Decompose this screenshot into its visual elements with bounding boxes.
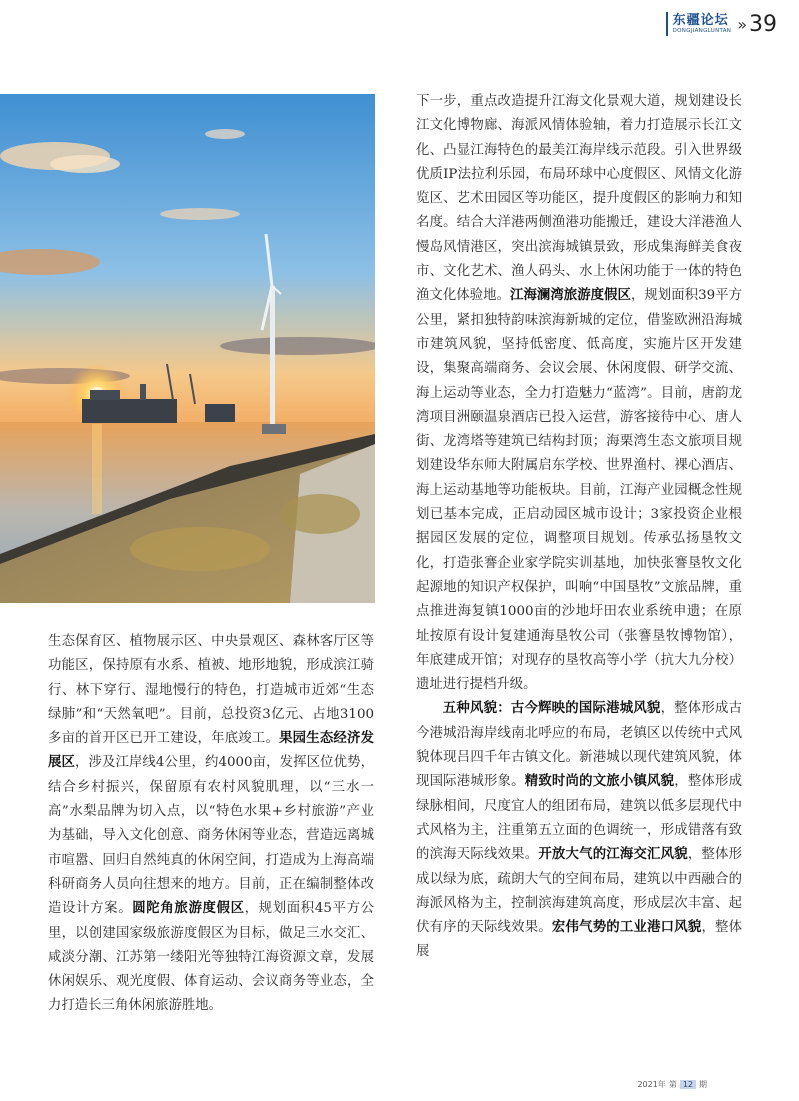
section-heading-town-style: 精致时尚的文旅小镇风貌 [524, 774, 675, 790]
footer-issue: 12 [680, 1080, 696, 1089]
footer-qi: 期 [699, 1080, 707, 1089]
section-heading-jianghai-bay: 江海澜湾旅游度假区 [510, 288, 631, 304]
header-divider [666, 12, 668, 36]
paragraph [416, 90, 742, 697]
page-footer [637, 1079, 707, 1090]
text-run: ，整体形成古今港城沿海岸线南北呼应的布局，老镇区以传统中式风貌体现吕四千年古镇文化。新港城以现代建筑风貌，体现国际港城形象。 [416, 701, 743, 790]
text-run: ，规划面积39平方公里，紧扣独特韵味滨海新城的定位，借鉴欧洲沿海城市建筑风貌，坚持低密度、低高度，实施片区开发建设，集聚高端商务、会议会展、休闲度假、研学交流、海上运动等业态，全力打造魅力“蓝湾”。目前，唐韵龙湾项目洲颐温泉酒店已投入运营，游客接待中心、唐人街、龙湾塔等建筑已结构封顶；海栗湾生态文旅项目规划建设华东师大附属启东学校、世界渔村、裸心酒店、海上运动基地等功能板块。目前，江海产业园概念性规划已基本完成，正启动园区城市设计；3家投资企业根据园区发展的定位，调整项目规划。传承弘扬垦牧文化，打造张謇企业家学院实训基地，加快张謇垦牧文化起源地的知识产权保护，叫响“中国垦牧”文旅品牌，重点推进海复镇1000亩的沙地圩田农业系统申遗；在原址按原有设计复建通海垦牧公司（张謇垦牧博物馆），年底建成开馆；对现存的垦牧高等小学（抗大九分校）遗址进行提档升级。 [416, 288, 743, 693]
page-header [666, 10, 777, 38]
paragraph [416, 697, 742, 964]
section-heading-yuantuojiao: 圆陀角旅游度假区 [132, 901, 245, 917]
text-run: ，整体形成绿脉相间，尺度宜人的组团布局，建筑以低多层现代中式风格为主，注重第五立面的色调统一，形成错落有致的滨海天际线效果。 [416, 774, 743, 863]
section-heading-orchard: 果园生态经济发展区 [48, 731, 375, 771]
section-heading-river-sea-style: 开放大气的江海交汇风貌 [538, 847, 688, 863]
text-run: 生态保育区、植物展示区、中央景观区、森林客厅区等功能区，保持原有水系、植被、地形地貌，形成滨江骑行、林下穿行、湿地慢行的特色，打造城市近郊“生态绿肺”和“天然氧吧”。目前，总投资3亿元、占地3100多亩的首开区已开工建设，年底竣工。 [48, 634, 374, 747]
left-column [48, 630, 374, 1019]
magazine-title [673, 14, 732, 35]
page-number: 39 [749, 11, 777, 37]
sunset-wind-turbine-photo [0, 94, 375, 603]
right-column [416, 90, 742, 965]
section-heading-five-styles: 五种风貌：古今辉映的国际港城风貌 [442, 701, 661, 717]
text-run: ，整体展 [416, 920, 743, 960]
text-run: 下一步，重点改造提升江海文化景观大道，规划建设长江文化博物廊、海派风情体验轴，着力打造展示长江文化、凸显江海特色的最美江海岸线示范段。引入世界级优质IP法拉利乐园，布局环球中心度假区、风情文化游览区、艺术田园区等功能区，提升度假区的影响力和知名度。结合大洋港两侧渔港功能搬迁，建设大洋港渔人慢岛风情港区，突出滨海城镇景致，形成集海鲜美食夜市、文化艺术、渔人码头、水上休闲功能于一体的特色渔文化体验地。 [416, 94, 742, 304]
section-heading-industrial-port-style: 宏伟气势的工业港口风貌 [551, 920, 702, 936]
footer-di: 第 [668, 1080, 677, 1089]
chevron-right-icon: » [737, 14, 747, 34]
paragraph [48, 630, 374, 1019]
text-run: ，整体形成以绿为底，疏朗大气的空间布局，建筑以中西融合的海派风格为主，控制滨海建筑高度，形成层次丰富、起伏有序的天际线效果。 [416, 847, 743, 936]
footer-year: 2021年 [637, 1080, 666, 1089]
magazine-title-en: DONGJIANGLUNTAN [672, 27, 732, 34]
text-run: ，涉及江岸线4公里，约4000亩，发挥区位优势，结合乡村振兴，保留原有农村风貌肌理，以“三水一高”水梨品牌为切入点，以“特色水果+乡村旅游”产业为基础，导入文化创意、商务休闲等业态，营造远离城市喧嚣、回归自然纯真的休闲空间，打造成为上海高端科研商务人员向往想来的地方。目前，正在编制整体改造设计方案。 [48, 755, 374, 917]
magazine-title-cn: 东疆论坛 [672, 12, 729, 28]
text-run: ，规划面积45平方公里，以创建国家级旅游度假区为目标，做足三水交汇、咸淡分潮、江苏第一缕阳光等独特江海资源文章，发展休闲娱乐、观光度假、体育运动、会议商务等业态，全力打造长三角休闲旅游胜地。 [48, 901, 375, 1014]
